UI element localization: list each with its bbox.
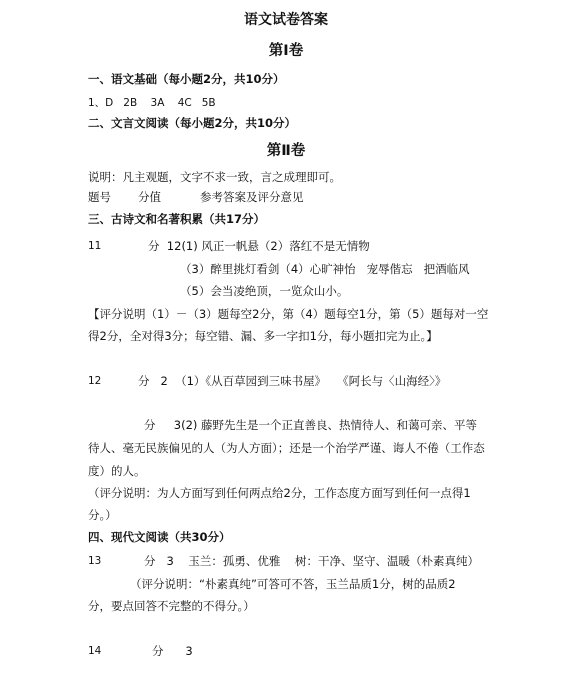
answer-line: （3）醉里挑灯看剑（4）心旷神怡 宠辱偕忘 把酒临风 xyxy=(180,262,470,276)
answer-line: 分 3 xyxy=(152,644,193,658)
scoring-note: 得2分，全对得3分；每空错、漏、多一字扣1分，每小题扣完为止。】 xyxy=(88,329,438,343)
section-4-heading: 四、现代文阅读（共30分） xyxy=(88,530,231,544)
scoring-note: （评分说明：“朴素真纯”可答可不答，玉兰品质1分，树的品质2 xyxy=(130,577,456,591)
section-3-heading: 三、古诗文和名著积累（共17分） xyxy=(88,212,266,226)
column-header-number: 题号 xyxy=(88,190,111,204)
answer-line: 分 3 玉兰：孤勇、优雅 树：干净、坚守、温暖（朴素真纯） xyxy=(144,554,480,568)
section-1-heading: 一、语文基础（每小题2分，共10分） xyxy=(88,72,285,86)
scoring-note: 分，要点回答不完整的不得分。） xyxy=(88,599,255,613)
question-number: 12 xyxy=(88,375,102,387)
column-header-answer: 参考答案及评分意见 xyxy=(200,190,304,204)
answer-line: （5）会当凌绝顶，一览众山小。 xyxy=(180,284,349,298)
answer-line: 分 3(2) 藤野先生是一个正直善良、热情待人、和蔼可亲、平等 xyxy=(144,418,478,432)
scoring-note: （评分说明：为人方面写到任何两点给2分，工作态度方面写到任何一点得1 xyxy=(88,486,471,500)
question-number: 11 xyxy=(88,240,102,252)
volume-1-heading: 第Ⅰ卷 xyxy=(268,43,304,59)
page-title: 语文试卷答案 xyxy=(244,12,328,28)
answer-line: 待人、毫无民族偏见的人（为人方面）；还是一个治学严谨、诲人不倦（工作态 xyxy=(88,441,485,455)
question-number: 14 xyxy=(88,645,102,657)
section-1-answers: 1、D 2B 3A 4C 5B xyxy=(88,97,216,109)
answer-line: 度）的人。 xyxy=(88,464,146,478)
general-note: 说明：凡主观题，文字不求一致，言之成理即可。 xyxy=(88,170,341,184)
volume-2-heading: 第Ⅱ卷 xyxy=(266,143,306,159)
scoring-note: 分。） xyxy=(88,508,117,522)
answer-line: 分 2 （1）《从百草园到三味书屋》 《阿长与〈山海经〉》 xyxy=(138,374,447,388)
answer-line: 分 12(1) 风正一帆悬（2）落红不是无情物 xyxy=(148,239,370,253)
section-2-heading: 二、文言文阅读（每小题2分，共10分） xyxy=(88,116,297,130)
column-header-score: 分值 xyxy=(138,190,161,204)
question-number: 13 xyxy=(88,555,102,567)
scoring-note: 【评分说明（1）－（3）题每空2分，第（4）题每空1分，第（5）题每对一空 xyxy=(88,307,489,321)
